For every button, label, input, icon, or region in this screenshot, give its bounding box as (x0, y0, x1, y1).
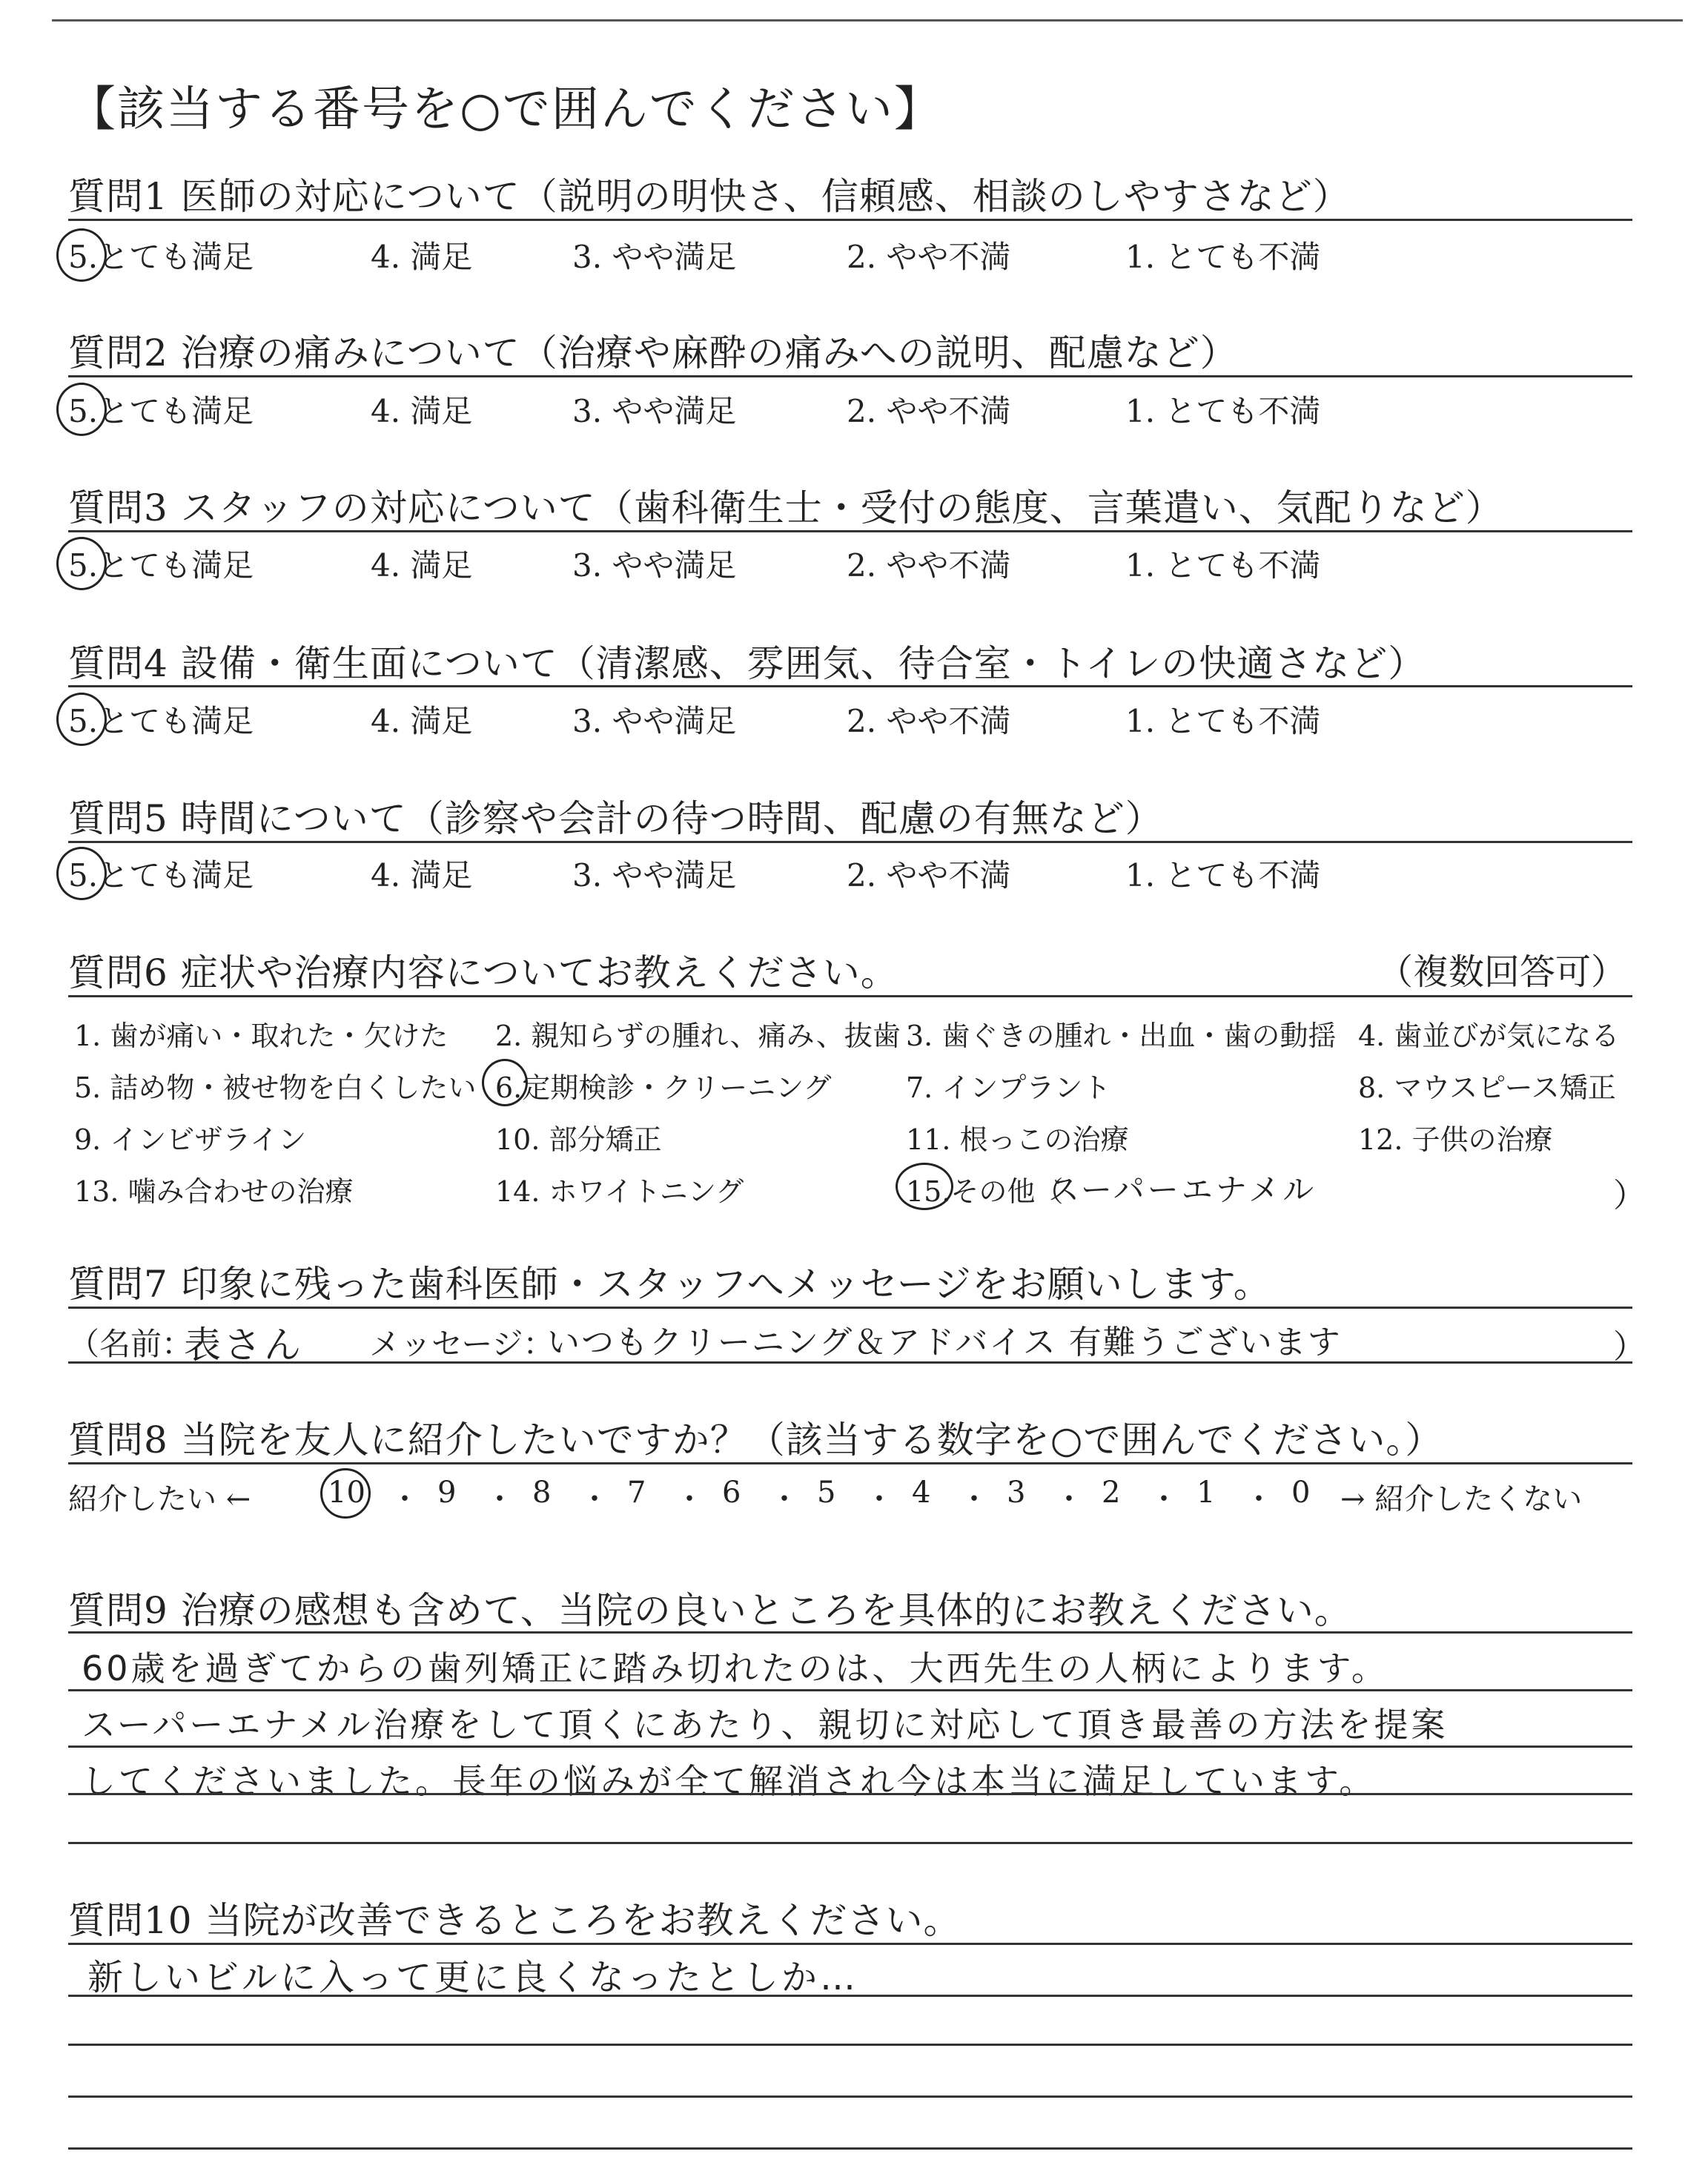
q4-option-3[interactable]: 3. やや満足 (572, 703, 737, 739)
q8-scale-6[interactable]: 6 (722, 1476, 741, 1510)
q2-option-3[interactable]: 3. やや満足 (572, 393, 737, 429)
close-paren: ） (1613, 1177, 1646, 1215)
q6-option-14[interactable]: 14. ホワイトニング (495, 1175, 744, 1208)
q1-option-1[interactable]: 1. とても不満 (1125, 239, 1321, 275)
question-6-title: 質問6 症状や治療内容についてお教えください。 (68, 951, 898, 994)
q10-answer[interactable]: 新しいビルに入って更に良くなったとしか… (87, 1957, 859, 1998)
q6-option-6[interactable]: 6.定期検診・クリーニング (495, 1071, 832, 1104)
q8-scale-dot: ・ (485, 1482, 514, 1516)
q9-answer-line-3[interactable]: してくださいました。長年の悩みが全て解消され今は本当に満足しています。 (82, 1761, 1377, 1801)
q3-option-4[interactable]: 4. 満足 (371, 547, 473, 584)
q6-option-5[interactable]: 5. 詰め物・被せ物を白くしたい (74, 1071, 477, 1104)
q9-answer-line-2[interactable]: スーパーエナメル治療をして頂くにあたり、親切に対応して頂き最善の方法を提案 (82, 1705, 1449, 1745)
q6-option-4[interactable]: 4. 歯並びが気になる (1358, 1020, 1620, 1052)
q5-option-2[interactable]: 2. やや不満 (847, 857, 1011, 894)
question-1-title: 質問1 医師の対応について（説明の明快さ、信頼感、相談のしやすさなど） (68, 175, 1351, 218)
q5-option-5[interactable]: 5.とても満足 (68, 857, 254, 894)
q5-option-1[interactable]: 1. とても不満 (1125, 857, 1321, 894)
q6-option-10[interactable]: 10. 部分矯正 (495, 1123, 662, 1156)
rule (68, 2044, 1632, 2046)
page-top-border (52, 19, 1683, 22)
q6-option-11[interactable]: 11. 根っこの治療 (906, 1123, 1129, 1156)
q8-scale-0[interactable]: 0 (1291, 1476, 1311, 1510)
q8-right-label: → 紹介したくない (1340, 1482, 1583, 1516)
q6-option-9[interactable]: 9. インビザライン (74, 1123, 307, 1156)
rule (68, 1745, 1632, 1748)
q6-option-12[interactable]: 12. 子供の治療 (1358, 1123, 1553, 1156)
q8-scale-dot: ・ (769, 1482, 799, 1516)
q5-option-4[interactable]: 4. 満足 (371, 857, 473, 894)
rule (68, 375, 1632, 377)
q6-option-8[interactable]: 8. マウスピース矯正 (1358, 1071, 1616, 1104)
q8-scale-3[interactable]: 3 (1007, 1476, 1026, 1510)
q5-option-3[interactable]: 3. やや満足 (572, 857, 737, 894)
q8-scale-dot: ・ (1149, 1482, 1179, 1516)
q3-option-5[interactable]: 5.とても満足 (68, 547, 254, 584)
rule (68, 995, 1632, 997)
rule (68, 1307, 1632, 1309)
rule (68, 1689, 1632, 1691)
question-5-title: 質問5 時間について（診察や会計の待つ時間、配慮の有無など） (68, 797, 1163, 840)
rule (68, 1842, 1632, 1844)
q6-option-7[interactable]: 7. インプラント (906, 1071, 1111, 1104)
q7-message-label: メッセージ： (369, 1326, 555, 1362)
q8-scale-dot: ・ (1054, 1482, 1084, 1516)
q2-option-2[interactable]: 2. やや不満 (847, 393, 1011, 429)
q8-scale-2[interactable]: 2 (1102, 1476, 1121, 1510)
q1-option-3[interactable]: 3. やや満足 (572, 239, 737, 275)
q8-scale-dot: ・ (864, 1482, 894, 1516)
rule (68, 685, 1632, 687)
q6-other-answer[interactable]: スーパーエナメル (1048, 1172, 1317, 1208)
q2-option-5[interactable]: 5.とても満足 (68, 393, 254, 429)
rule (68, 2095, 1632, 2098)
q6-option-3[interactable]: 3. 歯ぐきの腫れ・出血・歯の動揺 (906, 1020, 1337, 1052)
q8-scale-9[interactable]: 9 (437, 1476, 457, 1510)
q6-option-1[interactable]: 1. 歯が痛い・取れた・欠けた (74, 1020, 448, 1052)
question-4-title: 質問4 設備・衛生面について（清潔感、雰囲気、待合室・トイレの快適さなど） (68, 642, 1426, 685)
rule (68, 2147, 1632, 2150)
q8-scale-7[interactable]: 7 (627, 1476, 646, 1510)
question-2-title: 質問2 治療の痛みについて（治療や麻酔の痛みへの説明、配慮など） (68, 331, 1238, 374)
q2-option-4[interactable]: 4. 満足 (371, 393, 473, 429)
question-10-title: 質問10 当院が改善できるところをお教えください。 (68, 1899, 961, 1942)
question-8-title: 質問8 当院を友人に紹介したいですか？（該当する数字を○で囲んでください。） (68, 1418, 1443, 1462)
q8-scale-4[interactable]: 4 (912, 1476, 931, 1510)
q6-option-2[interactable]: 2. 親知らずの腫れ、痛み、抜歯 (495, 1020, 901, 1052)
q6-option-15[interactable]: 15.その他（ (906, 1175, 1064, 1208)
q4-option-1[interactable]: 1. とても不満 (1125, 703, 1321, 739)
multiple-answers-note: （複数回答可） (1377, 951, 1626, 993)
q3-option-2[interactable]: 2. やや不満 (847, 547, 1011, 584)
q7-message-value[interactable]: いつもクリーニング＆アドバイス 有難うございます (547, 1324, 1342, 1361)
q6-option-13[interactable]: 13. 噛み合わせの治療 (74, 1175, 354, 1208)
q7-name-label: （名前： (68, 1326, 193, 1362)
rule (68, 1361, 1632, 1364)
rule (68, 1793, 1632, 1795)
q8-scale-8[interactable]: 8 (532, 1476, 552, 1510)
q8-scale-dot: ・ (1244, 1482, 1274, 1516)
q7-name-value[interactable]: 表さん (184, 1324, 304, 1367)
q8-scale-5[interactable]: 5 (817, 1476, 836, 1510)
rule (68, 530, 1632, 532)
rule (68, 1995, 1632, 1997)
question-3-title: 質問3 スタッフの対応について（歯科衛生士・受付の態度、言葉遣い、気配りなど） (68, 486, 1503, 529)
form-heading: 【該当する番号を○で囲んでください】 (68, 82, 943, 137)
rule (68, 841, 1632, 843)
close-paren: ） (1613, 1328, 1646, 1366)
q2-option-1[interactable]: 1. とても不満 (1125, 393, 1321, 429)
q4-option-2[interactable]: 2. やや不満 (847, 703, 1011, 739)
q1-option-4[interactable]: 4. 満足 (371, 239, 473, 275)
rule (68, 1943, 1632, 1945)
q1-option-2[interactable]: 2. やや不満 (847, 239, 1011, 275)
q8-scale-dot: ・ (675, 1482, 704, 1516)
q8-scale-1[interactable]: 1 (1196, 1476, 1216, 1510)
q1-option-5[interactable]: 5.とても満足 (68, 239, 254, 275)
q8-scale-dot: ・ (959, 1482, 989, 1516)
rule (68, 219, 1632, 221)
q4-option-4[interactable]: 4. 満足 (371, 703, 473, 739)
q3-option-3[interactable]: 3. やや満足 (572, 547, 737, 584)
q8-scale-dot: ・ (390, 1482, 420, 1516)
rule (68, 1631, 1632, 1634)
q4-option-5[interactable]: 5.とても満足 (68, 703, 254, 739)
question-9-title: 質問9 治療の感想も含めて、当院の良いところを具体的にお教えください。 (68, 1589, 1352, 1632)
q8-scale-dot: ・ (580, 1482, 609, 1516)
q9-answer-line-1[interactable]: 60歳を過ぎてからの歯列矯正に踏み切れたのは、大西先生の人柄によります。 (82, 1648, 1388, 1688)
question-7-title: 質問7 印象に残った歯科医師・スタッフへメッセージをお願いします。 (68, 1263, 1271, 1306)
rule (68, 1462, 1632, 1464)
q8-left-label: 紹介したい ← (68, 1482, 251, 1516)
q8-scale-10[interactable]: 10 (328, 1476, 365, 1510)
q3-option-1[interactable]: 1. とても不満 (1125, 547, 1321, 584)
